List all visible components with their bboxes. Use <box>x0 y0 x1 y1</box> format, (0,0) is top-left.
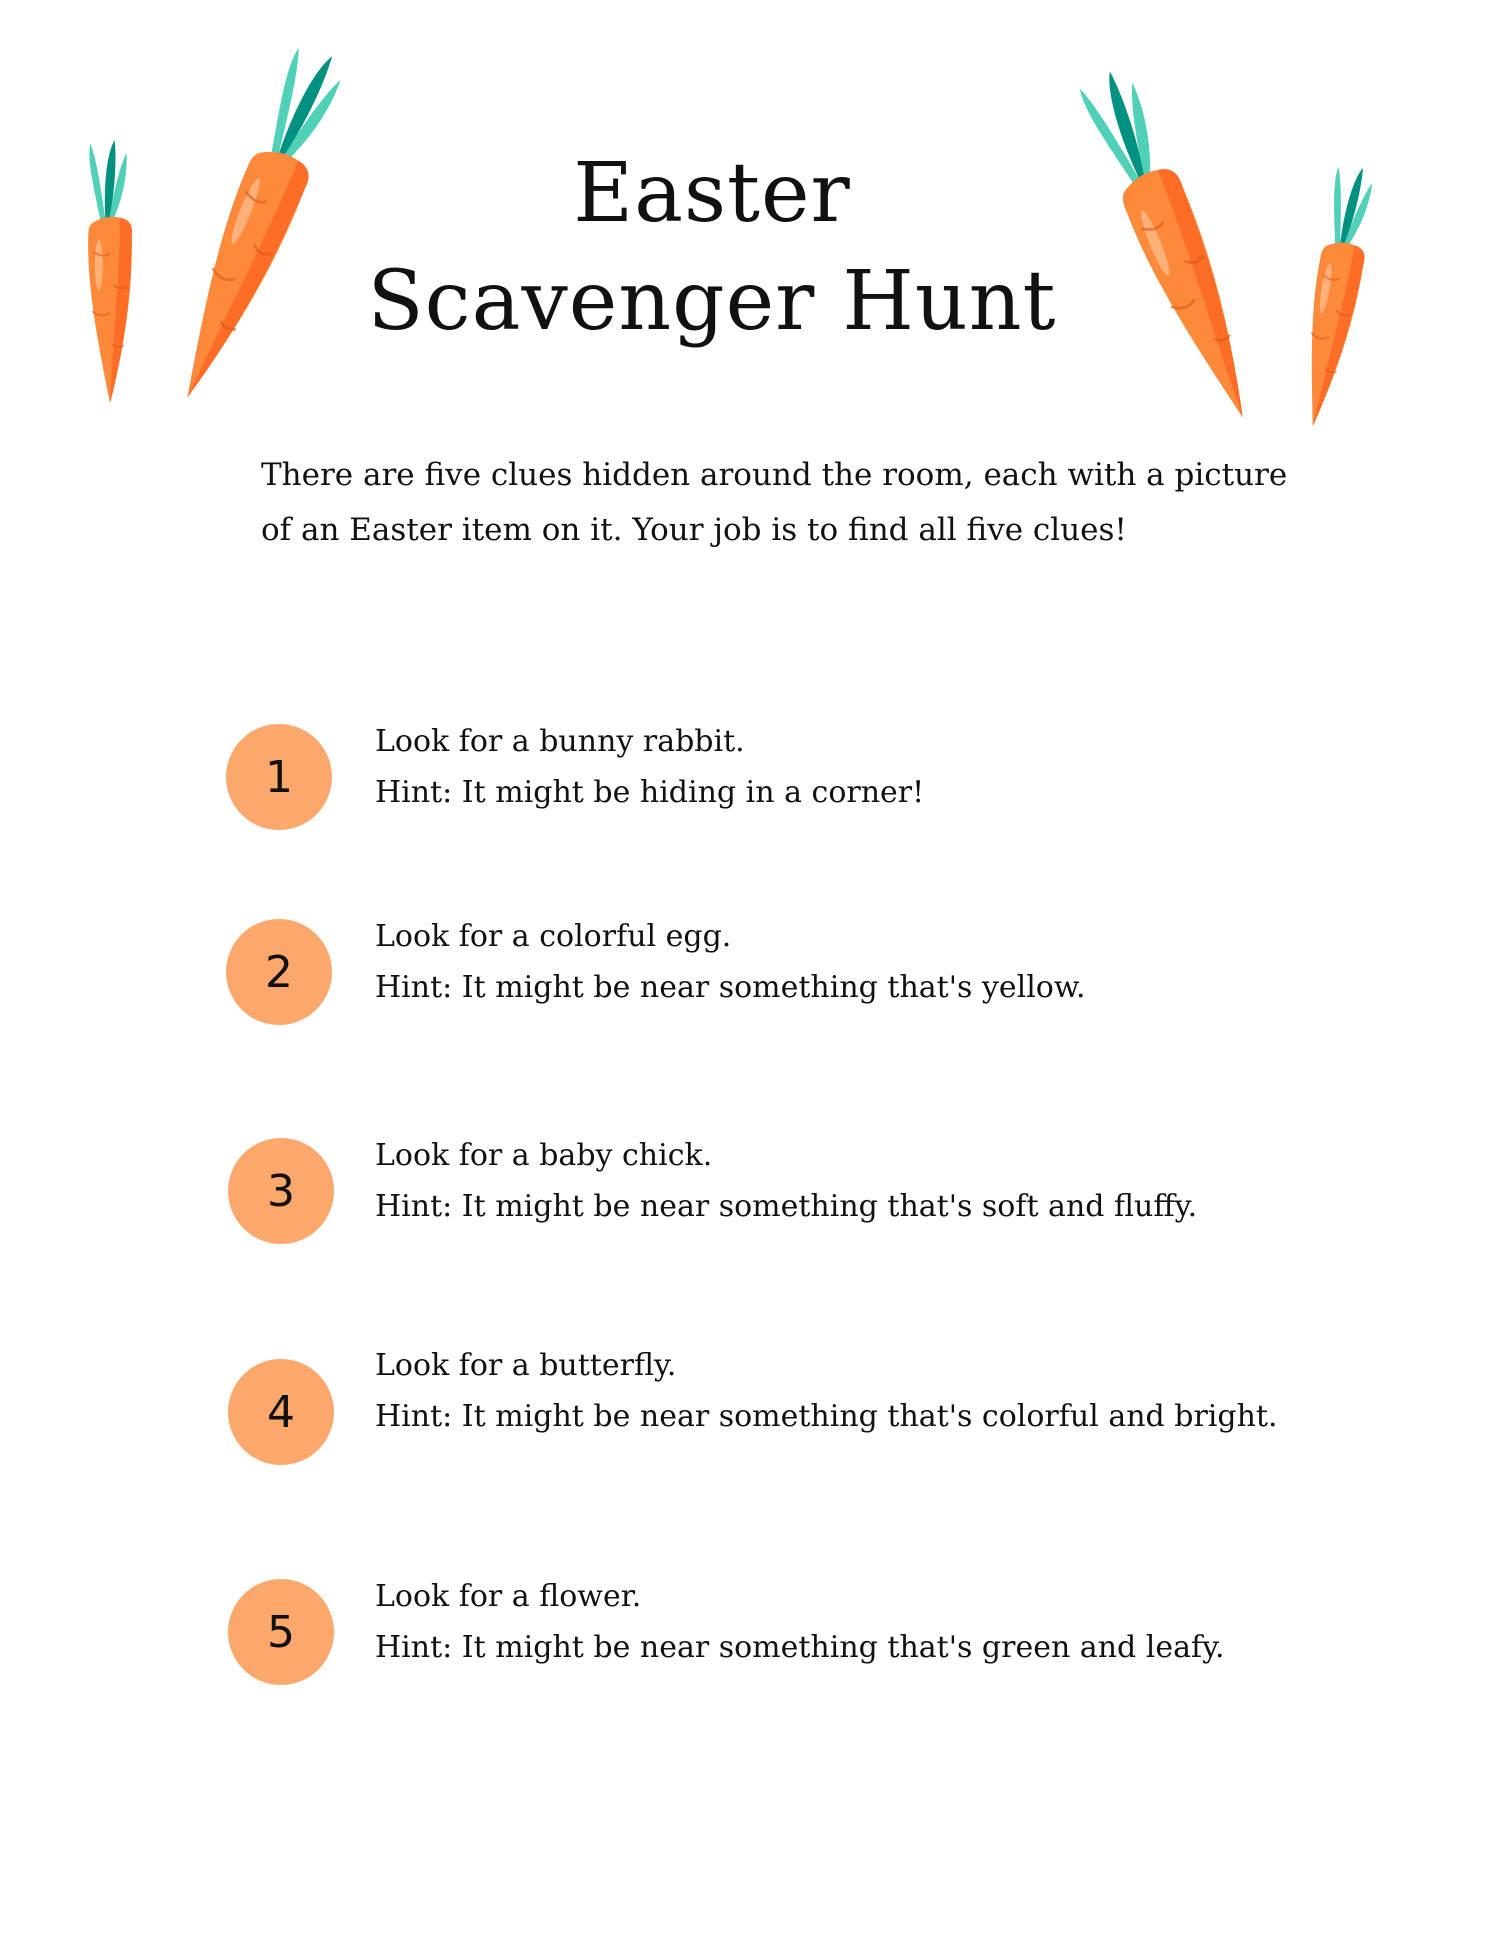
clue-number-badge: 5 <box>228 1579 334 1685</box>
clue-item <box>228 1579 1378 1699</box>
clue-hint: Hint: It might be near something that's green and leafy. <box>375 1630 1225 1665</box>
clue-hint: Hint: It might be near something that's soft and fluffy. <box>375 1189 1198 1224</box>
clue-item <box>228 1138 1378 1258</box>
clue-item <box>226 919 1376 1039</box>
clue-item <box>228 1348 1378 1479</box>
title-line-1: Easter <box>573 146 851 241</box>
clue-text: Look for a flower. <box>375 1579 642 1614</box>
clue-text: Look for a bunny rabbit. <box>375 724 745 759</box>
clue-text: Look for a butterfly. <box>375 1348 677 1383</box>
clue-hint: Hint: It might be hiding in a corner! <box>375 775 925 810</box>
clue-text: Look for a colorful egg. <box>375 919 732 954</box>
clue-hint: Hint: It might be near something that's colorful and bright. <box>375 1399 1278 1434</box>
clue-number-badge: 4 <box>228 1359 334 1465</box>
clue-number-badge: 2 <box>226 919 332 1025</box>
clue-number-badge: 3 <box>228 1138 334 1244</box>
title-line-2: Scavenger Hunt <box>367 254 1057 349</box>
clue-hint: Hint: It might be near something that's yellow. <box>375 970 1086 1005</box>
intro-paragraph: There are five clues hidden around the room, each with a picture of an Easter item on it. Your job is to find all five clues! <box>261 457 1288 548</box>
clue-text: Look for a baby chick. <box>375 1138 713 1173</box>
clue-number-badge: 1 <box>226 724 332 830</box>
page-title <box>0 140 1424 356</box>
clue-item <box>226 724 1376 844</box>
